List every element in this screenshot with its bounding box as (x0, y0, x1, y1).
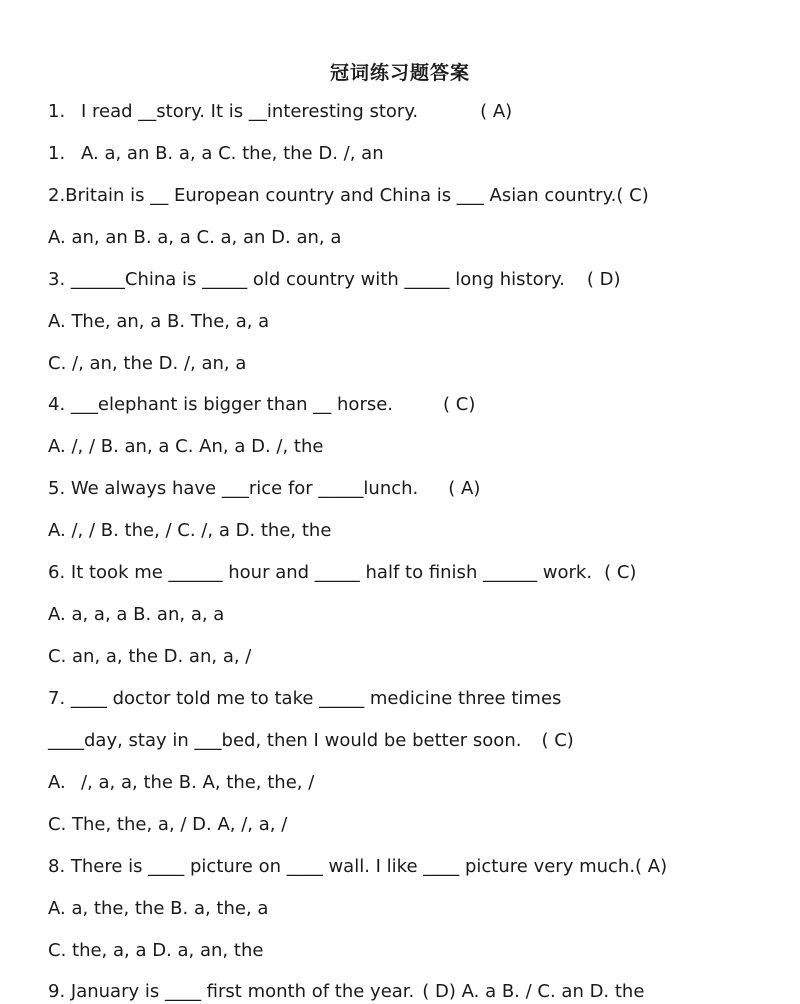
options-line (48, 645, 788, 669)
question-line (48, 561, 788, 585)
question-text: 2.Britain is __ European country and China is ___ Asian country. (48, 185, 617, 206)
line-number: 1. (48, 101, 66, 122)
question-text: 5. We always have ___rice for _____lunch. (48, 478, 419, 499)
options-text: A. a, an B. a, a C. the, the D. /, an (81, 143, 384, 164)
question-text: 9. January is ____ first month of the year. (48, 981, 415, 1002)
options-line (48, 310, 788, 334)
options-text: A. an, an B. a, a C. a, an D. an, a (48, 227, 342, 248)
options-text: C. The, the, a, / D. A, /, a, / (48, 814, 288, 835)
question-line (48, 268, 788, 292)
question-line (48, 393, 788, 417)
answer-mark: ( D) (586, 269, 621, 290)
options-line (48, 897, 788, 921)
question-text: 7. ____ doctor told me to take _____ medicine three times (48, 688, 562, 709)
options-line (48, 519, 788, 543)
options-line (48, 771, 788, 795)
options-text: C. the, a, a D. a, an, the (48, 940, 264, 961)
question-text: I read __story. It is __interesting story. (81, 101, 419, 122)
question-text: 8. There is ____ picture on ____ wall. I like ____ picture very much. (48, 856, 636, 877)
question-line (48, 855, 788, 879)
options-text: C. an, a, the D. an, a, / (48, 646, 252, 667)
options-text: A. /, / B. an, a C. An, a D. /, the (48, 436, 324, 457)
answer-mark: ( C) (541, 730, 574, 751)
question-text: 4. ___elephant is bigger than __ horse. (48, 394, 394, 415)
options-text: A. /, / B. the, / C. /, a D. the, the (48, 520, 332, 541)
options-line (48, 603, 788, 627)
options-text: /, a, a, the B. A, the, the, / (81, 772, 315, 793)
options-text: A. The, an, a B. The, a, a (48, 311, 270, 332)
line-number: 1. (48, 143, 66, 164)
options-line (48, 142, 788, 166)
options-line (48, 435, 788, 459)
answer-mark: ( C) (616, 185, 649, 206)
question-line (48, 729, 788, 753)
question-line (48, 184, 788, 208)
options-line (48, 813, 788, 837)
question-text: ____day, stay in ___bed, then I would be better soon. (48, 730, 522, 751)
options-text: A. a, the, the B. a, the, a (48, 898, 269, 919)
page-title: 冠词练习题答案 (329, 62, 470, 84)
options-line (48, 939, 788, 963)
question-line (48, 980, 788, 1004)
question-line (48, 100, 788, 124)
answer-mark: ( A) (480, 101, 513, 122)
question-line (48, 477, 788, 501)
answer-mark: ( A) (635, 856, 668, 877)
answer-mark: ( C) (443, 394, 476, 415)
question-text: 6. It took me ______ hour and _____ half to finish ______ work. (48, 562, 593, 583)
options-line (48, 352, 788, 376)
question-line (48, 687, 788, 711)
answer-mark: ( D) A. a B. / C. an D. the (422, 981, 645, 1002)
options-line (48, 226, 788, 250)
answer-mark: ( C) (604, 562, 637, 583)
question-text: 3. ______China is _____ old country with _____ long history. (48, 269, 565, 290)
options-text: A. a, a, a B. an, a, a (48, 604, 225, 625)
answer-mark: ( A) (448, 478, 481, 499)
options-text: C. /, an, the D. /, an, a (48, 353, 247, 374)
line-number: A. (48, 772, 66, 793)
